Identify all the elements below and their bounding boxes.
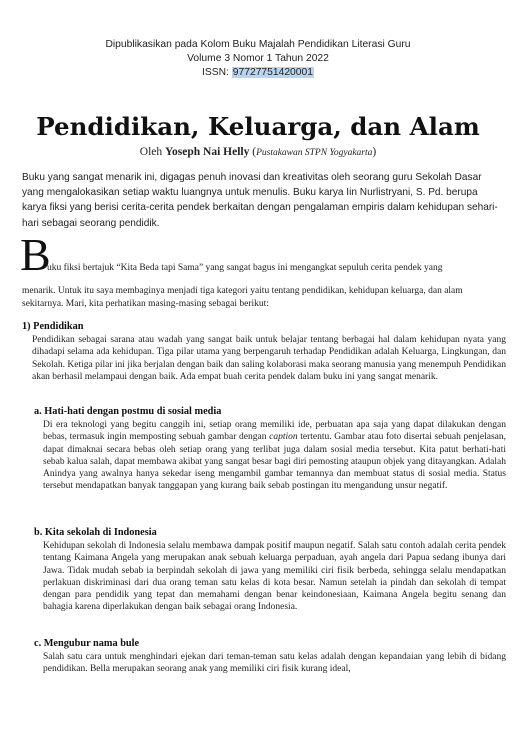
subsection-a-body [43, 419, 506, 493]
issn-label: ISSN: [202, 67, 232, 78]
affiliation-open: ( [249, 146, 257, 158]
issn-number[interactable]: 97727751420001 [232, 67, 313, 78]
section-pendidikan-body: Pendidikan sebagai sarana atau wadah yang sangat baik untuk belajar tentang berbagai hal dalam kehidupan nyata yang dihadapi selama ada kehidupan. Tiga pilar utama yang berpengaruh terhadap Pendidikan adalah Keluarga, Lingkungan, dan Sekolah. Ketiga pilar ini jika berjalan dengan baik dan saling kolaborasi maka seorang manusia yang menempuh Pendidikan akan berhasil melampaui dengan baik. Ada empat buah cerita pendek dalam buku ini yang sangat menarik. [32, 335, 506, 382]
first-paragraph-rest: menarik. Untuk itu saya membaginya menjadi tiga kategori yaitu tentang pendidikan, kehidupan keluarga, dan alam sekitarnya. Mari, kita perhatikan masing-masing sebagai berikut: [22, 286, 463, 309]
subsection-c-body: Salah satu cara untuk menghindari ejekan dari teman-teman satu kelas adalah dengan kepandaian yang lebih di bidang pendidikan. Bella merupakan seorang anak yang memiliki ciri fisik kurang ideal, [43, 652, 506, 675]
first-line: uku fiksi bertajuk “Kita Beda tapi Sama” yang sangat bagus ini mengangkat sepuluh cerita pendek yang [47, 263, 443, 273]
article-title: Pendidikan, Keluarga, dan Alam [36, 112, 480, 141]
subsection-heading-a: a. Hati-hati dengan postmu di sosial media [34, 406, 222, 417]
drop-cap: B [20, 229, 51, 280]
subsection-heading-b: b. Kita sekolah di Indonesia [34, 527, 157, 538]
section-heading-pendidikan: 1) Pendidikan [22, 321, 84, 332]
volume-line: Volume 3 Nomor 1 Tahun 2022 [187, 53, 329, 64]
author-affiliation: Pustakawan STPN Yogyakarta [256, 148, 373, 158]
issn-line [0, 66, 516, 81]
author-name: Yoseph Nai Helly [165, 146, 250, 158]
affiliation-close: ) [372, 146, 377, 158]
caption-word: caption [269, 432, 298, 443]
subsection-heading-c: c. Mengubur nama bule [34, 638, 140, 649]
byline-prefix: Oleh [139, 146, 166, 158]
subsection-b-body: Kehidupan sekolah di Indonesia selalu membawa dampak positif maupun negatif. Salah satu contoh adalah cerita pendek tentang Kaimana Angela yang merupakan anak sebuah keluarga perpaduan, ayah angela dari Papua sedang ibunya dari Jawa. Tidak mudah sebab ia berpindah sekolah di jawa yang memiliki ciri fisik berbeda, sehingga selalu mendapatkan perlakuan diskriminasi dari dua orang teman satu kelas di kota besar. Namun setelah ia pindah dan sekolah di tempat dengan para pendidik yang tepat dan memahami dengan benar keindonesiaan, Kaimana Angela begitu senang dan bahagia karena diperlakukan dengan baik sebagai orang Indonesia. [43, 541, 506, 613]
intro-paragraph: Buku yang sangat menarik ini, digagas penuh inovasi dan kreativitas oleh seorang guru Sekolah Dasar yang mengalokasikan setiap waktu luangnya untuk menulis. Buku karya Iin Nurlistryani, S. Pd. berupa karya fiksi yang berisi cerita-cerita pendek berkaitan dengan pengalaman empiris dalam kehidupan sehari-hari sebagai seorang pendidik. [22, 172, 498, 229]
publication-line: Dipublikasikan pada Kolom Buku Majalah Pendidikan Literasi Guru [105, 39, 411, 50]
byline [0, 146, 516, 158]
subsection-a-text-2: tertentu. Gambar atau foto disertai sebuah penjelasan, dapat dimaknai secara bebas oleh setiap orang yang terlibat juga dalam sosial media tersebut. Kita patut berhati-hati sebab kalua salah, dapat membawa akibat yang sangat besar bagi diri pemosting ataupun objek yang ditayangkan. Adalah Anindya yang awalnya hanya sekedar iseng mengambil gambar temannya dan membuat status di sosial media. Status tersebut mendapatkan banyak tanggapan yang kurang baik sebab postingan itu mengandung unsur negatif. [43, 432, 506, 492]
subsection-a-text-1: Di era teknologi yang begitu canggih ini, setiap orang memiliki ide, perbuatan apa saja yang dapat dilakukan dengan bebas, termasuk ingin memposting sebuah gambar dengan [43, 420, 506, 443]
